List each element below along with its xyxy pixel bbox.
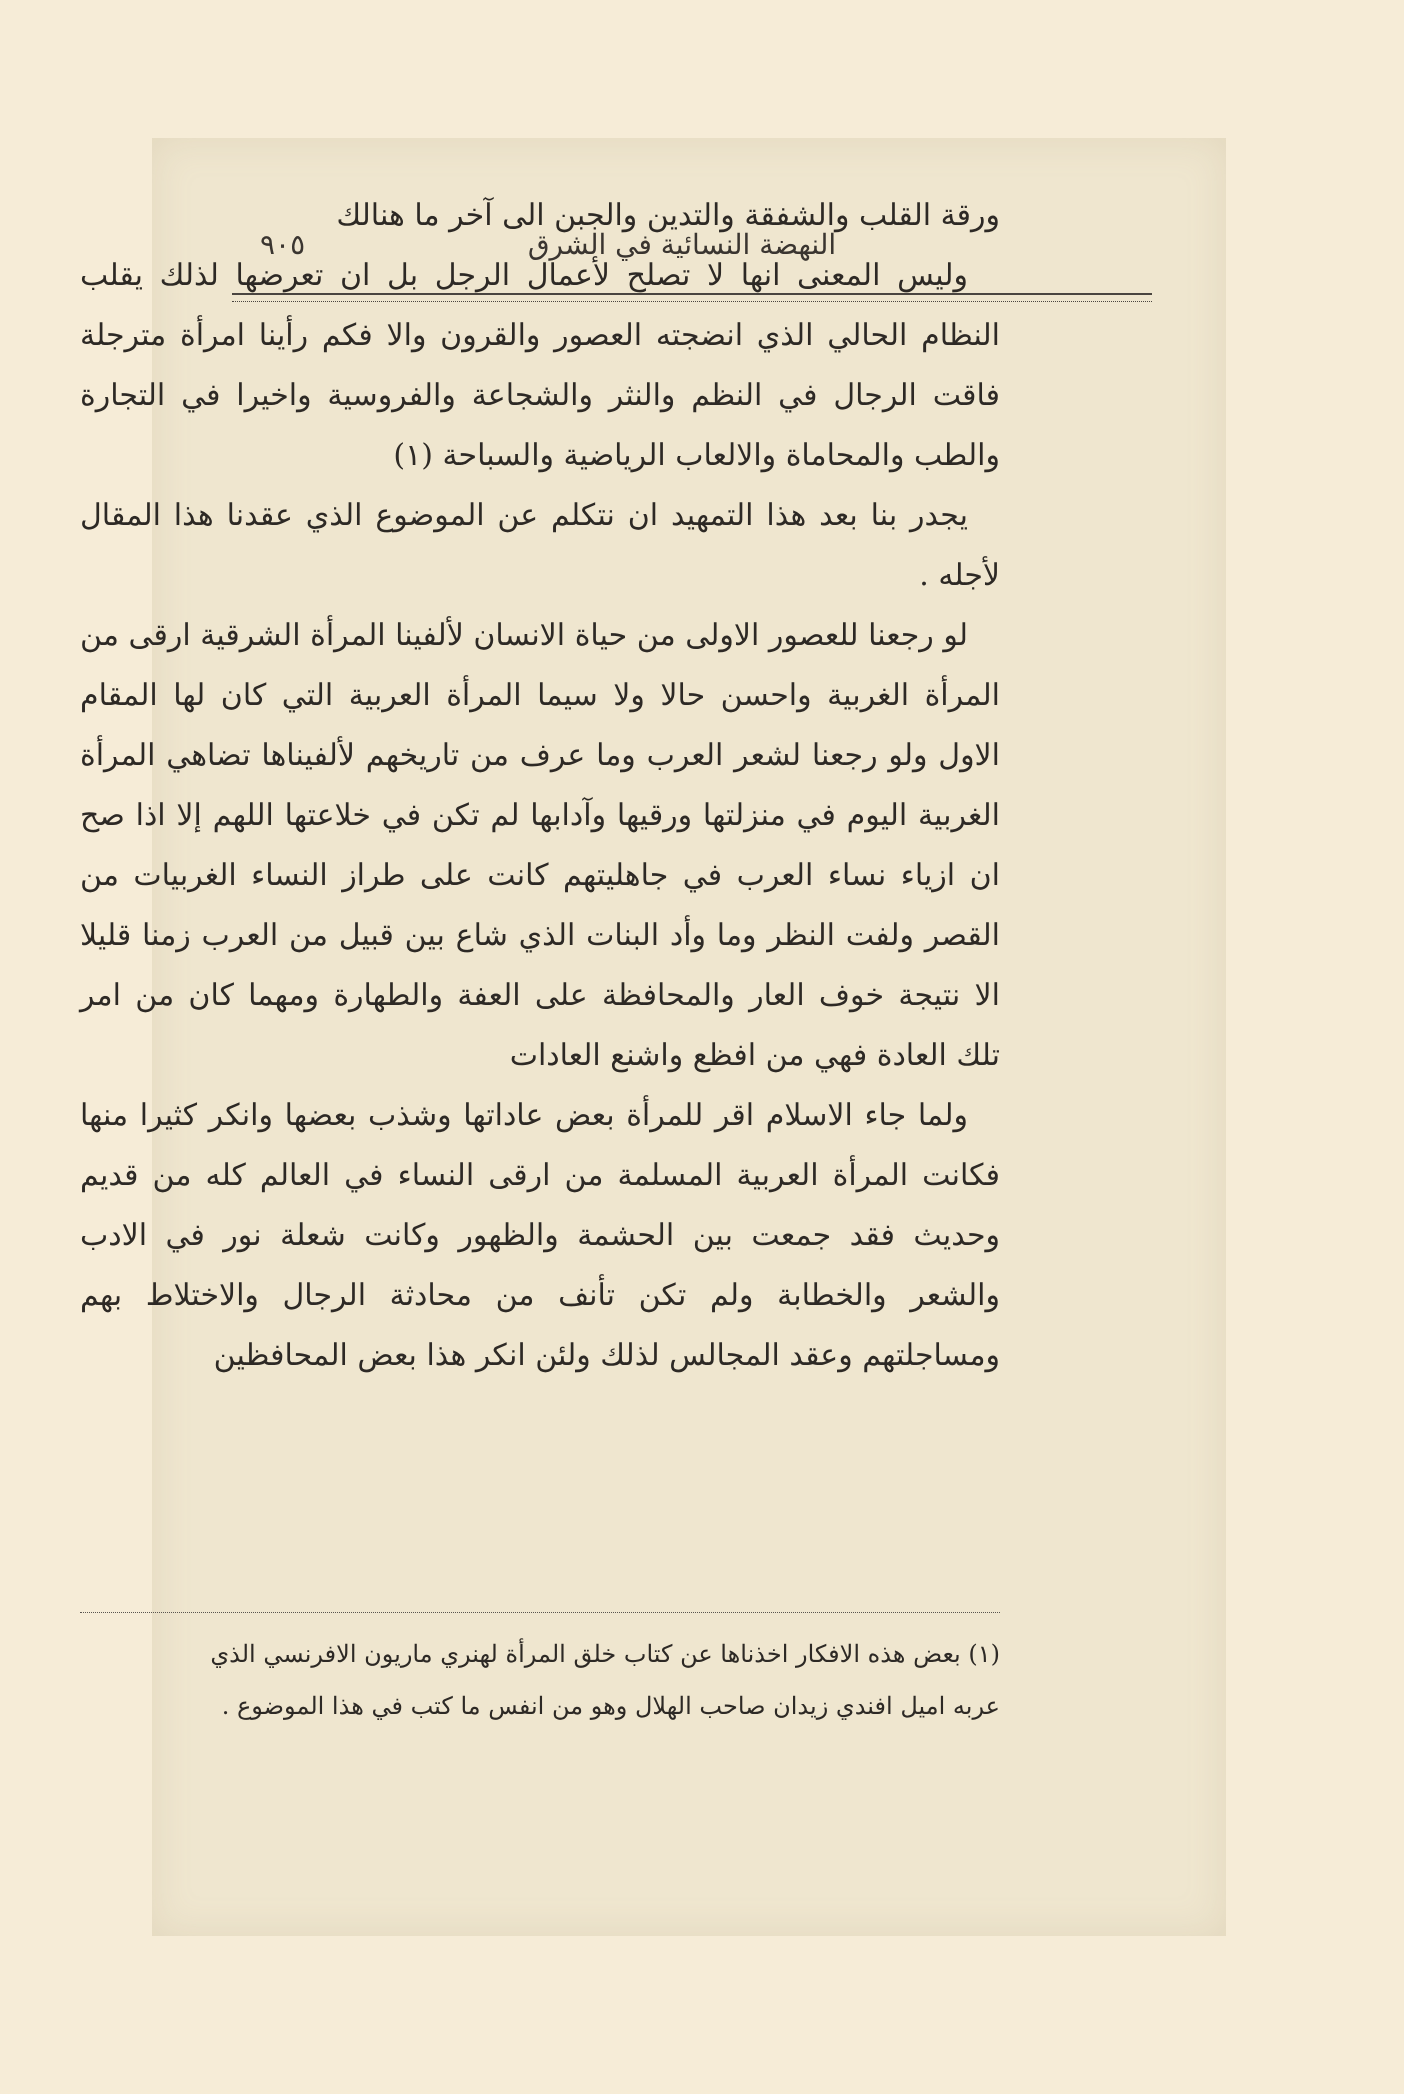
paragraph-5: ولما جاء الاسلام اقر للمرأة بعض عاداتها وشذب بعضها وانكر كثيرا منها فكانت المرأة العربية المسلمة من ارقى النساء في العالم كله من قديم وحديث فقد جمعت بين الحشمة والظهور وكانت شعلة نور في الادب والشعر والخطابة ولم تكن تأنف من محادثة الرجال والاختلاط بهم ومساجلتهم وعقد المجالس لذلك ولئن انكر هذا بعض المحافظين: [80, 1098, 1000, 1373]
footnote-divider: [80, 1612, 1000, 1613]
page-number: ٩٠٥: [260, 228, 306, 261]
footnote-line-2: عربه اميل افندي زيدان صاحب الهلال وهو من انفس ما كتب في هذا الموضوع .: [221, 1692, 1000, 1720]
paragraph-4: لو رجعنا للعصور الاولى من حياة الانسان لألفينا المرأة الشرقية ارقى من المرأة الغربية واحسن حالا ولا سيما المرأة العربية التي كان لها المقام الاول ولو رجعنا لشعر العرب وما عرف من تاريخهم لألفيناها تضاهي المرأة الغربية اليوم في منزلتها ورقيها وآدابها لم تكن في خلاعتها اللهم إلا اذا صح ان ازياء نساء العرب في جاهليتهم كانت على طراز النساء الغربيات من القصر ولفت النظر وما وأد البنات الذي شاع بين قبيل من العرب زمنا قليلا الا نتيجة خوف العار والمحافظة على العفة والطهارة ومهما كان من امر تلك العادة فهي من افظع واشنع العادات: [80, 618, 1000, 1073]
paragraph-2: وليس المعنى انها لا تصلح لأعمال الرجل بل ان تعرضها لذلك يقلب النظام الحالي الذي انضجته العصور والقرون والا فكم رأينا امرأة مترجلة فاقت الرجال في النظم والنثر والشجاعة والفروسية واخيرا في التجارة والطب والمحاماة والالعاب الرياضية والسباحة (١): [80, 258, 1000, 473]
body-text: [80, 186, 1000, 1386]
footnote-line-1: (١) بعض هذه الافكار اخذناها عن كتاب خلق المرأة لهنري ماريون الافرنسي الذي: [210, 1640, 1000, 1668]
running-title: النهضة النسائية في الشرق: [527, 228, 837, 261]
footnote: [80, 1628, 1000, 1732]
paragraph-1: ورقة القلب والشفقة والتدين والجبن الى آخر ما هنالك: [336, 198, 1000, 233]
paragraph-3: يجدر بنا بعد هذا التمهيد ان نتكلم عن الموضوع الذي عقدنا هذا المقال لأجله .: [80, 498, 1000, 593]
